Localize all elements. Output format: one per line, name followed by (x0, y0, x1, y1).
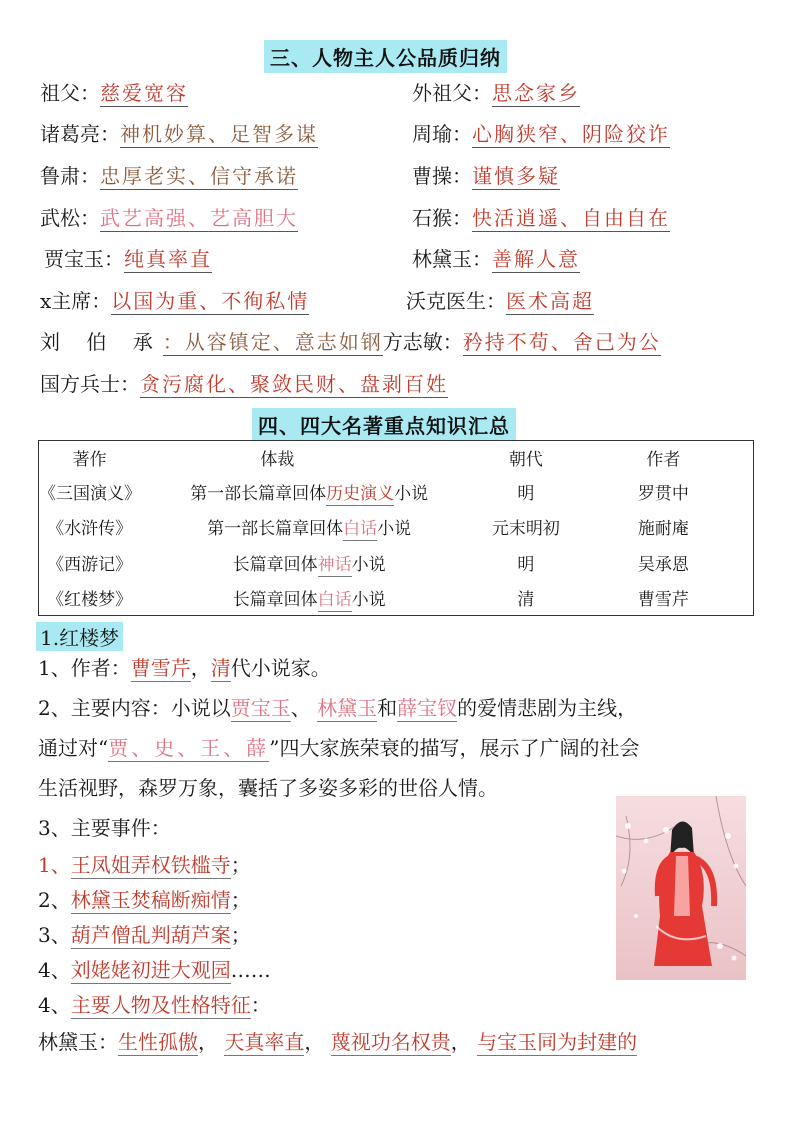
column-header: 著作 (72, 450, 107, 471)
trait-row (412, 121, 670, 147)
trait-label: 武松： (40, 206, 100, 230)
event-text: 王凤姐弄权铁槛寺 (70, 853, 231, 877)
work-dynasty: 明 (517, 484, 535, 505)
work-genre (140, 545, 478, 580)
trait-row (412, 205, 670, 231)
genre-prefix: 第一部长篇章回体 (207, 519, 344, 540)
text: ； (230, 853, 251, 877)
genre-keyword: 白话 (343, 519, 378, 540)
trait-label: 诸葛亮： (40, 122, 120, 146)
work-dynasty: 元末明初 (491, 519, 560, 540)
character-name: 林黛玉 (317, 696, 378, 720)
trait-row (412, 80, 580, 106)
text: ”四大家族荣衰的描写，展示了广阔的社会 (269, 736, 640, 760)
table-row (39, 474, 754, 509)
genre-keyword: 神话 (317, 554, 352, 575)
trait-row (40, 163, 298, 189)
work-genre (140, 580, 478, 616)
trait-label: 曹操： (412, 164, 472, 188)
families: 贾、史、王、薛 (108, 736, 270, 760)
work-author: 曹雪芹 (637, 589, 689, 610)
trait-row (412, 246, 580, 272)
work-genre (140, 474, 478, 509)
event-number: 3、 (38, 923, 71, 947)
work-dynasty: 清 (517, 589, 535, 610)
text: 通过对“ (38, 736, 109, 760)
genre-suffix: 小说 (377, 519, 412, 540)
work-author: 罗贯中 (637, 484, 689, 505)
table-row (39, 545, 754, 580)
trait-value: 心胸狭窄、阴险狡诈 (472, 122, 670, 146)
character-name: 贾宝玉 (230, 696, 291, 720)
trait: 与宝玉同为封建的 (477, 1030, 638, 1054)
work-title: 《西游记》 (47, 554, 133, 575)
classics-table (38, 440, 754, 616)
hlm-content-line (38, 688, 637, 728)
trait-label: x主席： (40, 289, 112, 313)
event-item (38, 915, 251, 955)
trait-row (40, 371, 448, 397)
trait-label: 外祖父： (412, 81, 492, 105)
trait-row (40, 80, 188, 106)
text: ， (190, 656, 211, 680)
event-number: 1、 (38, 853, 71, 877)
genre-suffix: 小说 (394, 484, 429, 505)
hlm-title: 1.红楼梦 (36, 622, 123, 651)
text: ； (230, 923, 251, 947)
trait-label: 鲁肃： (40, 164, 100, 188)
table-row (39, 509, 754, 544)
section4-title: 四、四大名著重点知识汇总 (252, 408, 516, 441)
text: 4、 (38, 993, 71, 1017)
events-title: 3、主要事件： (38, 816, 171, 840)
work-author: 施耐庵 (637, 519, 689, 540)
trait-row (406, 288, 594, 314)
trait-label: 方志敏： (382, 330, 463, 354)
event-text: 刘姥姥初进大观园 (70, 958, 231, 982)
genre-prefix: 长篇章回体 (232, 589, 318, 610)
trait-value: 矜持不苟、舍己为公 (462, 330, 661, 354)
work-title: 《红楼梦》 (47, 589, 133, 610)
genre-suffix: 小说 (351, 589, 386, 610)
trait-value: 谨慎多疑 (472, 164, 560, 188)
trait: 蔑视功名权贵 (330, 1030, 451, 1054)
work-genre (140, 509, 478, 544)
event-item (38, 845, 251, 885)
trait-label: 祖父： (40, 81, 100, 105)
text: 、 (290, 696, 311, 720)
trait-value: 医术高超 (506, 289, 594, 313)
table-row (39, 580, 754, 616)
character-name: 薛宝钗 (397, 696, 458, 720)
work-title: 《三国演义》 (39, 484, 141, 505)
trait-value: 快活逍遥、自由自在 (472, 206, 670, 230)
trait-value: ：从容镇定、意志如钢 (162, 330, 383, 354)
event-item (38, 880, 251, 920)
text: 林黛玉： (38, 1030, 118, 1054)
trait-value: 武艺高强、艺高胆大 (100, 206, 298, 230)
trait-value: 贪污腐化、聚敛民财、盘剥百姓 (140, 372, 448, 396)
lady-illustration (616, 796, 746, 980)
text: ； (230, 888, 251, 912)
trait-row (40, 205, 298, 231)
trait-label: 贾宝玉： (44, 247, 124, 271)
column-header: 体裁 (260, 450, 295, 471)
trait-row (412, 163, 560, 189)
trait-value: 以国为重、不徇私情 (111, 289, 310, 313)
text: 1、作者： (38, 656, 131, 680)
column-header: 作者 (646, 450, 681, 471)
section-label: 主要人物及性格特征 (70, 993, 251, 1017)
text: ， (304, 1030, 325, 1054)
trait-value: 慈爱宽容 (100, 81, 188, 105)
event-text: 葫芦僧乱判葫芦案 (70, 923, 231, 947)
genre-keyword: 历史演义 (326, 484, 395, 505)
hlm-author-line (38, 648, 331, 688)
text: ， (198, 1030, 218, 1054)
genre-suffix: 小说 (351, 554, 386, 575)
trait-row (40, 288, 309, 314)
hlm-content-line (38, 728, 639, 768)
trait-label: 石猴： (412, 206, 472, 230)
text: 和 (377, 696, 398, 720)
text: 2、主要内容：小说以 (38, 696, 231, 720)
work-title: 《水浒传》 (47, 519, 133, 540)
author-name: 曹雪芹 (130, 656, 191, 680)
trait-row (40, 329, 661, 355)
trait: 生性孤傲 (118, 1030, 198, 1054)
event-item (38, 950, 271, 990)
text: …… (230, 958, 271, 982)
genre-prefix: 长篇章回体 (232, 554, 318, 575)
characters-title (38, 985, 271, 1025)
trait: 天真率直 (224, 1030, 305, 1054)
work-author: 吴承恩 (637, 554, 689, 575)
event-number: 4、 (38, 958, 71, 982)
trait-value: 纯真率直 (124, 247, 212, 271)
genre-keyword: 白话 (317, 589, 352, 610)
trait-value: 善解人意 (492, 247, 580, 271)
genre-prefix: 第一部长篇章回体 (190, 484, 327, 505)
trait-row (40, 121, 318, 147)
work-dynasty: 明 (517, 554, 535, 575)
trait-label: 刘 伯 承 (40, 330, 163, 354)
trait-value: 忠厚老实、信守承诺 (100, 164, 298, 188)
section3-title: 三、人物主人公品质归纳 (264, 40, 507, 73)
trait-label: 国方兵士： (40, 372, 140, 396)
trait-value: 神机妙算、足智多谋 (120, 122, 318, 146)
trait-label: 周瑜： (412, 122, 472, 146)
trait-value: 思念家乡 (492, 81, 580, 105)
trait-label: 沃克医生： (406, 289, 506, 313)
trait-row (44, 246, 212, 272)
event-number: 2、 (38, 888, 71, 912)
text: ， (450, 1030, 471, 1054)
event-text: 林黛玉焚稿断痴情 (70, 888, 231, 912)
lin-traits-line (38, 1022, 637, 1062)
text: ： (250, 993, 271, 1017)
column-header: 朝代 (508, 450, 543, 471)
hlm-content-line: 生活视野，森罗万象，囊括了多姿多彩的世俗人情。 (38, 776, 498, 800)
text: 代小说家。 (230, 656, 331, 680)
trait-label: 林黛玉： (412, 247, 492, 271)
text: 的爱情悲剧为主线， (457, 696, 638, 720)
table-header-row (39, 441, 754, 475)
author-dynasty: 清 (210, 656, 231, 680)
